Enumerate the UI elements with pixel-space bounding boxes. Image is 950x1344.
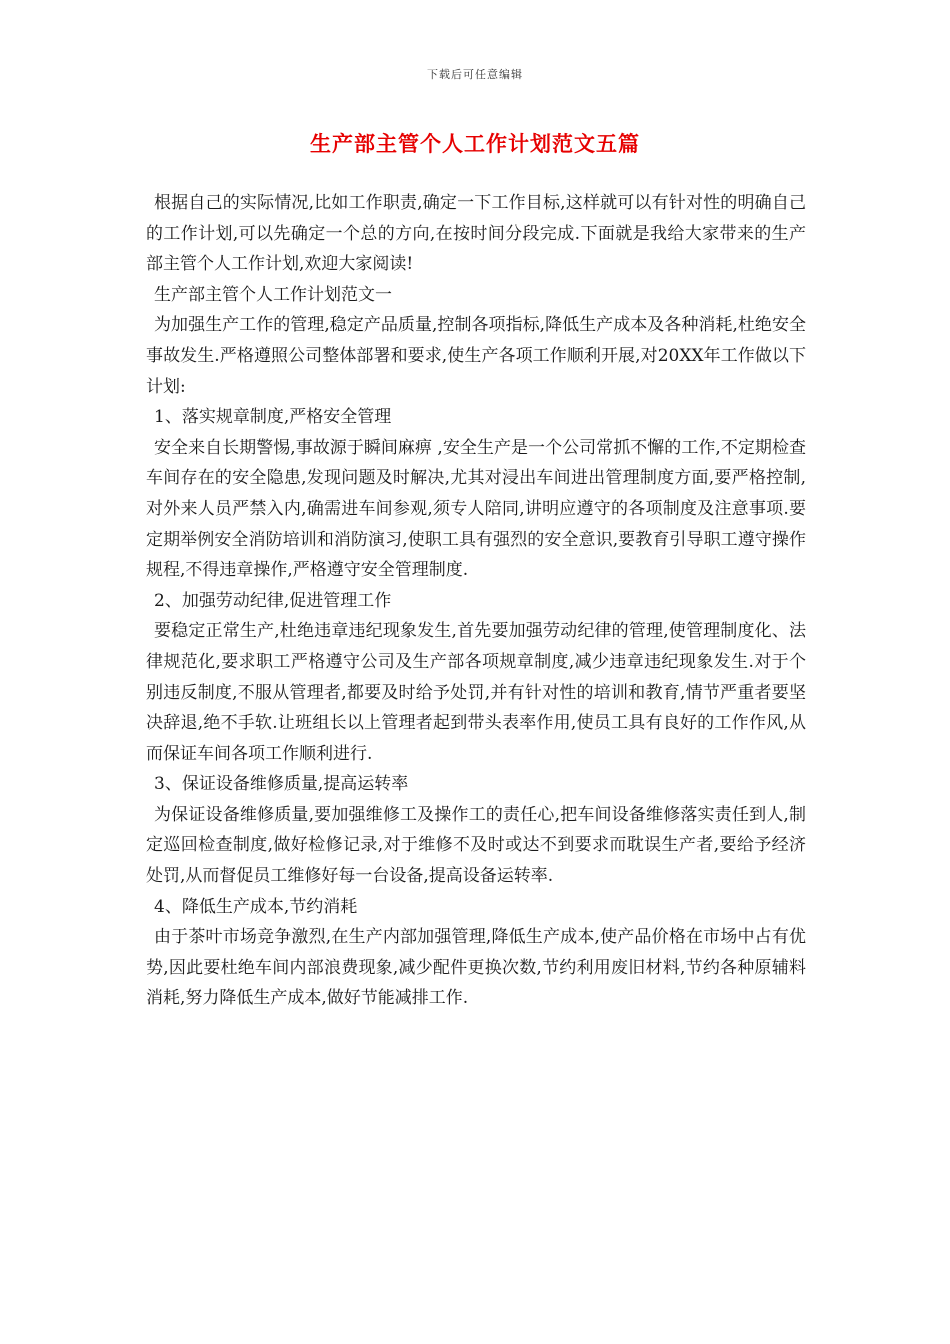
header-note: 下载后可任意编辑 <box>427 68 523 81</box>
discipline-paragraph: 要稳定正常生产,杜绝违章违纪现象发生,首先要加强劳动纪律的管理,使管理制度化、法律规范化,要求职工严格遵守公司及生产部各项规章制度,减少违章违纪现象发生.对于个别违反制度,不服从管理者,都要及时给予处罚,并有针对性的培训和教育,情节严重者要坚决辞退,绝不手软.让班组长以上管理者起到带头表率作用,使员工具有良好的工作作风,从而保证车间各项工作顺利进行. <box>146 621 806 764</box>
sample-one-intro-paragraph: 为加强生产工作的管理,稳定产品质量,控制各项指标,降低生产成本及各种消耗,杜绝安全事故发生.严格遵照公司整体部署和要求,使生产各项工作顺利开展,对20XX年工作做以下计划: <box>146 315 806 397</box>
item-heading-safety: 1、落实规章制度,严格安全管理 <box>154 407 392 428</box>
intro-paragraph: 根据自己的实际情况,比如工作职责,确定一下工作目标,这样就可以有针对性的明确自己的工作计划,可以先确定一个总的方向,在按时间分段完成.下面就是我给大家带来的生产部主管个人工作计划,欢迎大家阅读! <box>146 193 806 275</box>
item-heading-cost: 4、降低生产成本,节约消耗 <box>154 896 358 917</box>
document-title: 生产部主管个人工作计划范文五篇 <box>310 131 640 156</box>
item-heading-equipment: 3、保证设备维修质量,提高运转率 <box>154 774 409 795</box>
document-body <box>146 188 806 1014</box>
safety-paragraph: 安全来自长期警惕,事故源于瞬间麻痹 ,安全生产是一个公司常抓不懈的工作,不定期检查车间存在的安全隐患,发现问题及时解决,尤其对浸出车间进出管理制度方面,要严格控制,对外来人员严禁入内,确需进车间参观,须专人陪同,讲明应遵守的各项制度及注意事项.要定期举例安全消防培训和消防演习,使职工具有强烈的安全意识,要教育引导职工遵守操作规程,不得违章操作,严格遵守安全管理制度. <box>146 437 806 581</box>
equipment-paragraph: 为保证设备维修质量,要加强维修工及操作工的责任心,把车间设备维修落实责任到人,制定巡回检查制度,做好检修记录,对于维修不及时或达不到要求而耽误生产者,要给予经济处罚,从而督促员工维修好每一台设备,提高设备运转率. <box>146 804 806 887</box>
item-heading-discipline: 2、加强劳动纪律,促进管理工作 <box>154 590 392 611</box>
cost-paragraph: 由于茶叶市场竞争激烈,在生产内部加强管理,降低生产成本,使产品价格在市场中占有优势,因此要杜绝车间内部浪费现象,减少配件更换次数,节约利用废旧材料,节约各种原辅料消耗,努力降低生产成本,做好节能减排工作. <box>146 927 806 1009</box>
section-heading-sample-one: 生产部主管个人工作计划范文一 <box>154 284 392 305</box>
